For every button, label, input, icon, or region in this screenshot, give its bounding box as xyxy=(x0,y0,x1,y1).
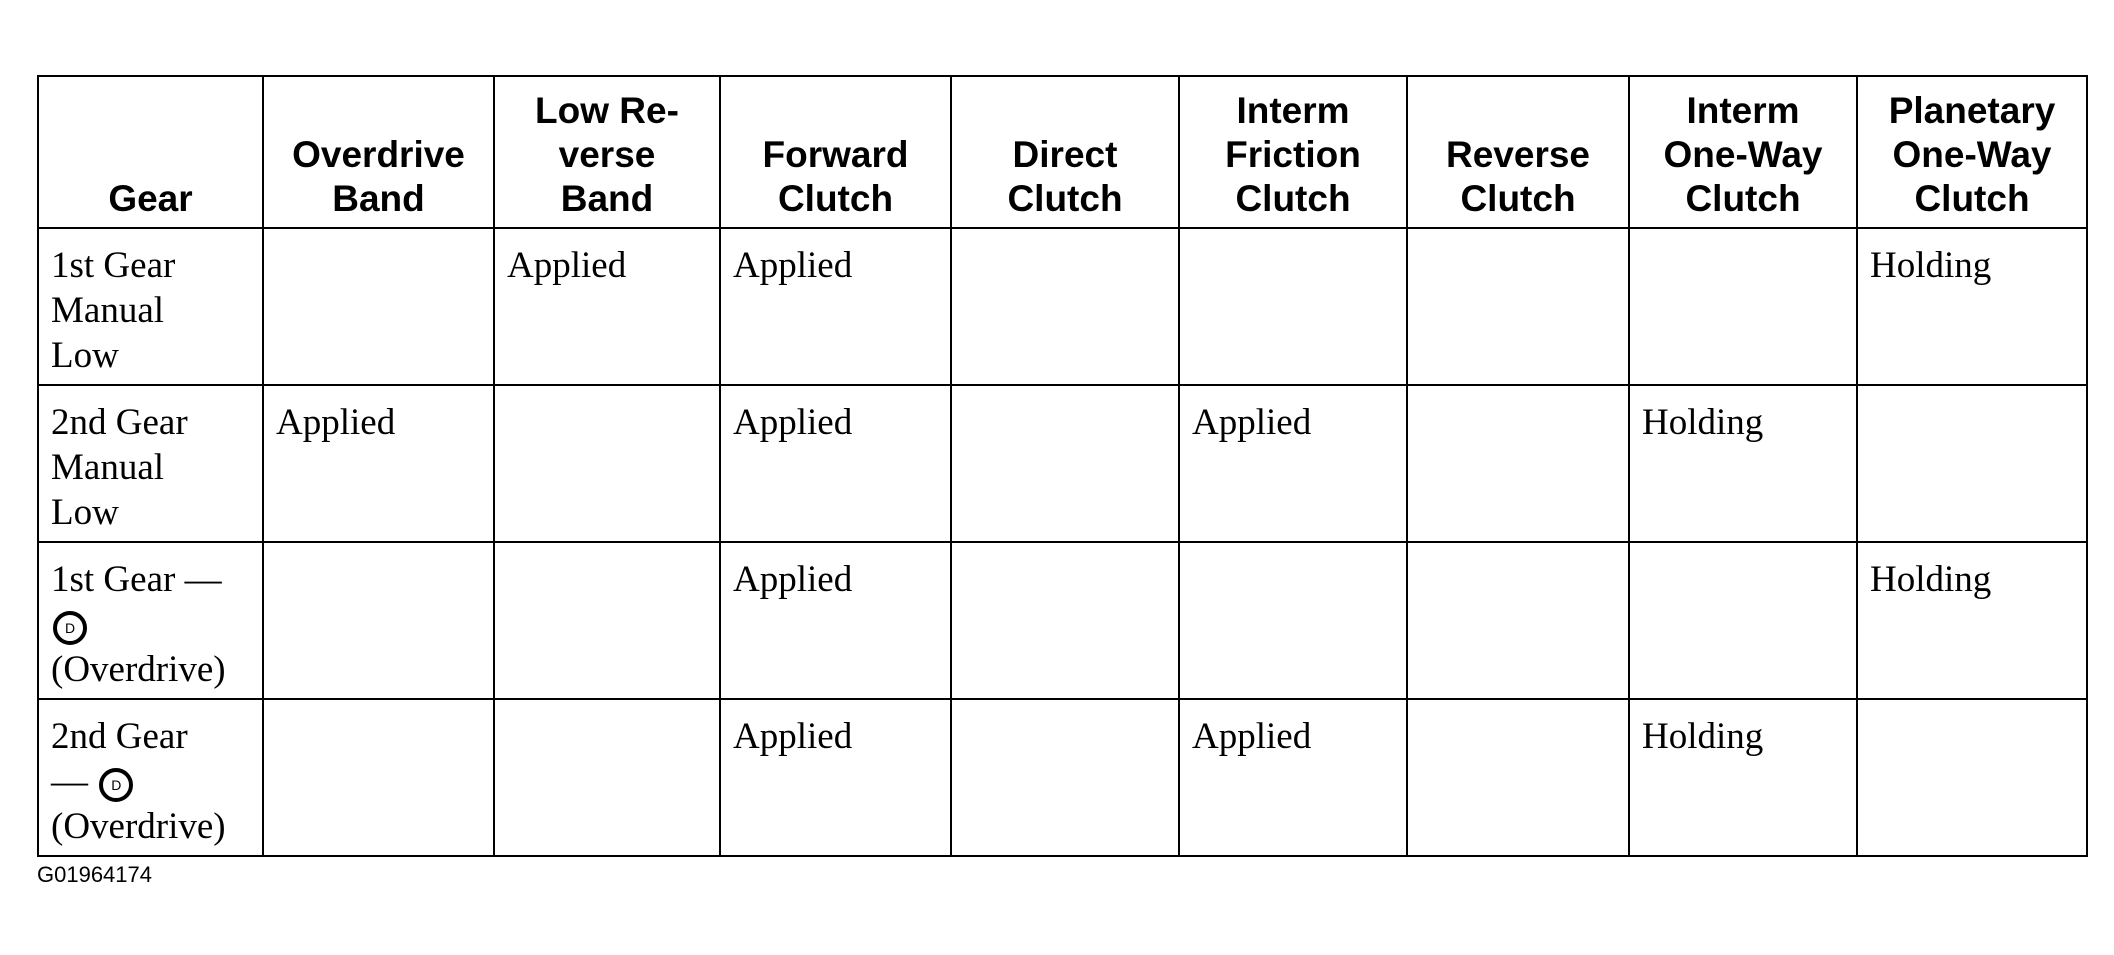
table-cell xyxy=(263,228,494,385)
gear-label: 2nd Gear xyxy=(51,716,188,757)
table-cell: Holding xyxy=(1629,385,1857,542)
table-row xyxy=(38,228,2087,385)
table-cell xyxy=(263,699,494,856)
header-gear: Gear xyxy=(38,76,263,228)
gear-label: (Overdrive) xyxy=(51,806,226,847)
table-row xyxy=(38,699,2087,856)
table-cell: Applied xyxy=(494,228,720,385)
table-cell xyxy=(1179,542,1407,699)
table-cell xyxy=(263,542,494,699)
table-cell: Holding xyxy=(1857,542,2087,699)
table-cell: Applied xyxy=(720,385,951,542)
table-cell xyxy=(951,699,1179,856)
table-cell xyxy=(1407,228,1629,385)
table-cell xyxy=(951,228,1179,385)
table-cell: Holding xyxy=(1629,699,1857,856)
header-overdrive-band: Overdrive Band xyxy=(263,76,494,228)
table-cell: Applied xyxy=(263,385,494,542)
gear-cell xyxy=(38,542,263,699)
table-cell xyxy=(494,699,720,856)
table-cell xyxy=(951,542,1179,699)
table-cell xyxy=(494,542,720,699)
gear-label: (Overdrive) xyxy=(51,649,226,690)
table-cell: Applied xyxy=(720,699,951,856)
table-cell xyxy=(1407,385,1629,542)
table-cell: Applied xyxy=(1179,385,1407,542)
table-row xyxy=(38,542,2087,699)
header-reverse-clutch: Reverse Clutch xyxy=(1407,76,1629,228)
table-cell xyxy=(951,385,1179,542)
header-direct-clutch: Direct Clutch xyxy=(951,76,1179,228)
table-cell xyxy=(1629,542,1857,699)
apply-chart-table xyxy=(37,75,2088,857)
table-cell: Applied xyxy=(720,228,951,385)
header-row xyxy=(38,76,2087,228)
header-planetary-one-way-clutch: Planetary One-Way Clutch xyxy=(1857,76,2087,228)
header-forward-clutch: Forward Clutch xyxy=(720,76,951,228)
table-cell: Holding xyxy=(1857,228,2087,385)
table-cell xyxy=(494,385,720,542)
table-cell xyxy=(1407,699,1629,856)
gear-cell xyxy=(38,699,263,856)
table-cell: Applied xyxy=(720,542,951,699)
apply-chart-table-wrap xyxy=(37,75,2086,857)
gear-dash: — xyxy=(51,761,88,802)
gear-label: 1st Gear — xyxy=(51,559,222,600)
figure-id: G01964174 xyxy=(37,862,152,887)
table-cell xyxy=(1179,228,1407,385)
table-cell xyxy=(1407,542,1629,699)
table-cell: Applied xyxy=(1179,699,1407,856)
table-cell xyxy=(1857,385,2087,542)
drive-circle-icon: D xyxy=(53,611,87,645)
gear-cell: 1st Gear Manual Low xyxy=(38,228,263,385)
table-cell xyxy=(1857,699,2087,856)
header-interm-one-way-clutch: Interm One-Way Clutch xyxy=(1629,76,1857,228)
table-row xyxy=(38,385,2087,542)
drive-circle-icon: D xyxy=(99,768,133,802)
table-cell xyxy=(1629,228,1857,385)
gear-cell: 2nd Gear Manual Low xyxy=(38,385,263,542)
header-low-reverse-band: Low Re- verse Band xyxy=(494,76,720,228)
header-interm-friction-clutch: Interm Friction Clutch xyxy=(1179,76,1407,228)
